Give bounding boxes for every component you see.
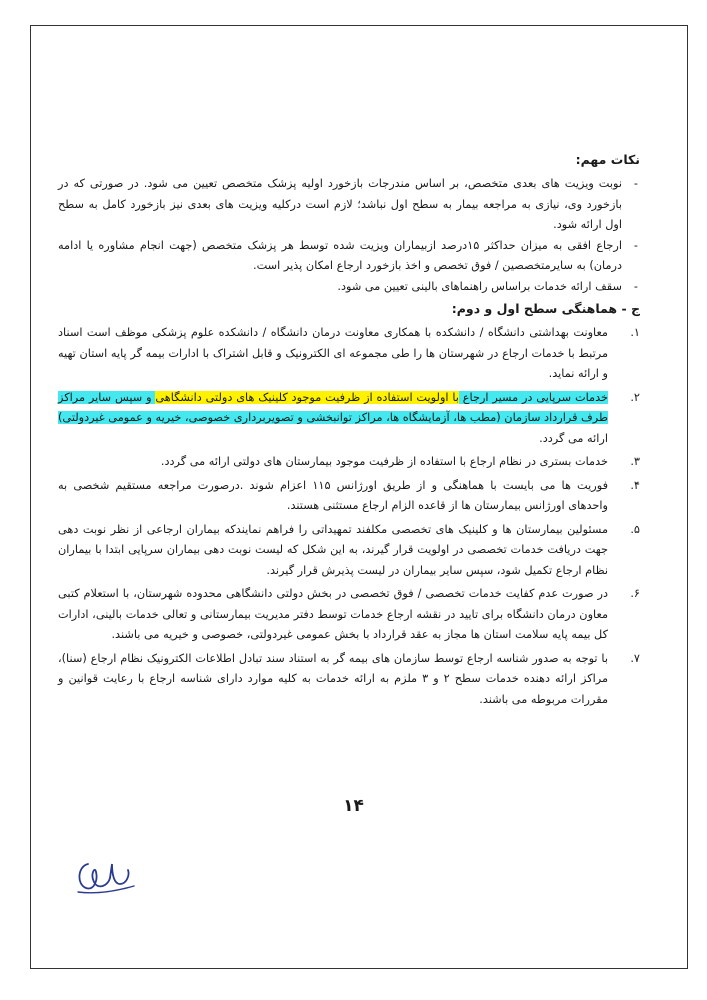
item-text: در صورت عدم کفایت خدمات تخصصی / فوق تخصصی در بخش دولتی دانشگاهی محدوده شهرستان، با استعلام کتبی معاون درمان دانشگاه برای تایید در نقشه ارجاع خدمات توسط دفتر مدیریت بیمارستانی و تعالی خدمات بالینی، ادارات کل بیمه پایه سلامت استان ها مجاز به عقد قرارداد با بخش عمومی غیردولتی، خصوصی و خیریه می باشند. [58, 587, 608, 641]
item-number: ۱. [630, 326, 640, 339]
page-number: ۱۴ [343, 796, 364, 816]
list-item [58, 520, 640, 582]
item-number: ۷. [630, 651, 640, 665]
list-item [58, 584, 640, 646]
item-text: فوریت ها می بایست با هماهنگی و از طریق اورژانس ۱۱۵ اعزام شوند .درصورت مراجعه مستقیم شخصی به واحدهای اورژانس بیمارستان ها از قاعده الزام ارجاع مستثنی هستند. [58, 478, 608, 512]
note-item: - نوبت ویزیت های بعدی متخصص، بر اساس مندرجات بازخورد اولیه پزشک متخصص تعیین می شود. در صورتی که در بازخورد وی، نیازی به مراجعه بیمار به سطح اول نباشد؛ لازم است درکلیه ویزیت های بعدی نیز بازخورد کامل به سطح اول ارائه شود. [58, 174, 622, 236]
coordination-list [58, 323, 640, 710]
notes-list [58, 174, 640, 297]
section-heading: ج - هماهنگی سطح اول و دوم: [451, 301, 640, 316]
list-item [58, 452, 640, 473]
item-text: خدمات بستری در نظام ارجاع با استفاده از ظرفیت موجود بیمارستان های دولتی ارائه می گردد. [160, 455, 608, 468]
item-text-tail: ارائه می گردد. [539, 431, 608, 445]
item-number: ۶. [630, 587, 640, 600]
list-item [58, 323, 640, 385]
item-number: ۳. [630, 455, 640, 468]
item-text: مسئولین بیمارستان ها و کلینیک های تخصصی مکلفند تمهیداتی را فراهم نمایندکه بیماران ارجاعی از نظر نوبت دهی جهت دریافت خدمات تخصصی در اولویت قرار گیرند، به این شکل که لیست نوبت دهی بیماران سرپایی ابتدا با بیماران نظام ارجاع تکمیل شود، سپس سایر بیماران در لیست پذیرش قرار گیرند. [58, 522, 608, 577]
document-body [58, 150, 640, 713]
highlight-cyan: و سپس سایر مراکز طرف قرارداد سازمان (مطب ها، آزمایشگاه ها، مراکز توانبخشی و تصویربرداری خصوصی، خیریه و عمومی غیردولتی) [58, 390, 608, 424]
highlight-yellow: با اولویت استفاده از ظرفیت موجود کلینیک های دولتی دانشگاهی [155, 390, 459, 404]
note-item: - ارجاع افقی به میزان حداکثر ۱۵درصد ازبیماران ویزیت شده توسط هر پزشک متخصص (جهت انجام مشاوره یا ادامه درمان) به سایرمتخصصین / فوق تخصص و اخذ بازخورد ارجاع امکان پذیر است. [58, 236, 622, 277]
list-item [58, 476, 640, 517]
signature-icon [68, 852, 138, 902]
note-item: - سقف ارائه خدمات براساس راهنماهای بالینی تعیین می شود. [58, 277, 622, 298]
item-text: با توجه به صدور شناسه ارجاع توسط سازمان های بیمه گر به استناد سند تبادل اطلاعات الکترونیک نظام ارجاع (سنا)، مراکز ارائه دهنده خدمات سطح ۲ و ۳ ملزم به ارائه خدمات به کلیه موارد دارای شناسه ارجاع با رعایت قوانین و مقررات مربوطه می باشند. [58, 651, 609, 706]
notes-heading: نکات مهم: [575, 152, 640, 167]
item-text: معاونت بهداشتی دانشگاه / دانشکده با همکاری معاونت درمان دانشگاه / دانشکده علوم پزشکی موظف است اسناد مرتبط با خدمات ارجاع در شهرستان ها را طی مجموعه ای الکترونیک و قابل اشتراک با ادارات بیمه گر پایه استان تهیه و ارائه نماید. [58, 326, 608, 380]
item-number: ۲. [630, 390, 640, 404]
highlight-cyan: خدمات سرپایی در مسیر ارجاع [458, 390, 608, 404]
item-number: ۴. [630, 478, 640, 492]
item-number: ۵. [630, 522, 640, 536]
list-item [58, 649, 640, 711]
list-item-highlighted [58, 388, 640, 450]
